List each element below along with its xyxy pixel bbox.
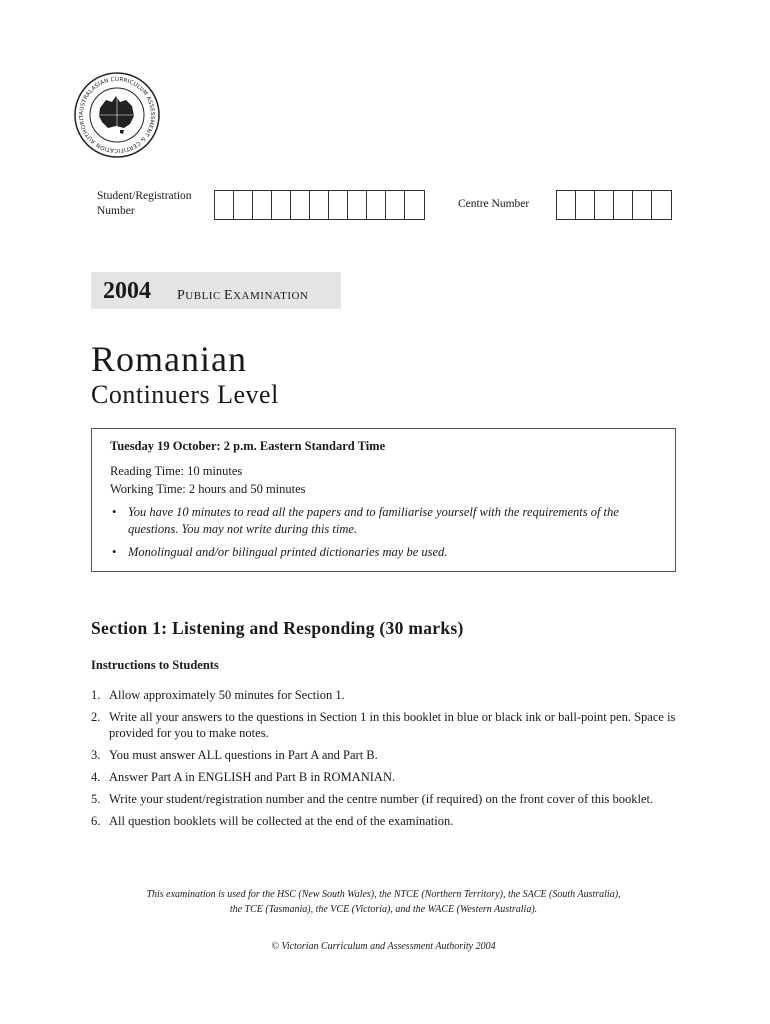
centre-number-label: Centre Number xyxy=(458,198,530,210)
exam-usage-note: This examination is used for the HSC (New South Wales), the NTCE (Northern Territory), the SACE (South Australia), the TCE (Tasmania), the VCE (Victoria), and the WACE (Western Australia). xyxy=(146,889,621,915)
exam-year-band xyxy=(91,272,341,309)
digit-box[interactable] xyxy=(272,191,291,219)
digit-box[interactable] xyxy=(614,191,633,219)
digit-box[interactable] xyxy=(405,191,424,219)
digit-box[interactable] xyxy=(310,191,329,219)
exam-year: 2004 xyxy=(103,278,151,304)
info-bullet: • You have 10 minutes to read all the papers and to familiarise yourself with the requirements of the questions. You may not write during this time. xyxy=(110,504,657,538)
digit-box[interactable] xyxy=(291,191,310,219)
digit-box[interactable] xyxy=(215,191,234,219)
digit-box[interactable] xyxy=(557,191,576,219)
level-title: Continuers Level xyxy=(91,380,279,409)
instruction-item: 6. All question booklets will be collected at the end of the examination. xyxy=(91,814,454,828)
instruction-item: 1. Allow approximately 50 minutes for Section 1. xyxy=(91,688,345,702)
digit-box[interactable] xyxy=(576,191,595,219)
digit-box[interactable] xyxy=(386,191,405,219)
reading-time: Reading Time: 10 minutes xyxy=(110,464,243,478)
instruction-item: 3. You must answer ALL questions in Part A and Part B. xyxy=(91,748,378,762)
instruction-item: 2. Write all your answers to the questions in Section 1 in this booklet in blue or black ink or ball-point pen. Space is provided for you to make notes. xyxy=(91,710,676,740)
digit-box[interactable] xyxy=(329,191,348,219)
instructions-list xyxy=(91,687,691,835)
info-bullet: • Monolingual and/or bilingual printed dictionaries may be used. xyxy=(110,544,657,561)
info-bullet-list xyxy=(110,504,657,561)
instructions-heading: Instructions to Students xyxy=(91,658,219,672)
centre-number-boxes[interactable] xyxy=(556,190,672,220)
digit-box[interactable] xyxy=(234,191,253,219)
digit-box[interactable] xyxy=(633,191,652,219)
student-registration-label: Student/Registration Number xyxy=(97,190,192,217)
student-registration-number-boxes[interactable] xyxy=(214,190,425,220)
digit-box[interactable] xyxy=(652,191,671,219)
subject-title: Romanian xyxy=(91,339,247,379)
working-time: Working Time: 2 hours and 50 minutes xyxy=(110,482,306,496)
digit-box[interactable] xyxy=(348,191,367,219)
authority-seal-logo xyxy=(70,72,164,158)
svg-text:AUSTRALASIAN CURRICULUM ASSESS: AUSTRALASIAN CURRICULUM ASSESSMENT & CERTIFICATION AUTHORIT xyxy=(78,76,156,154)
digit-box[interactable] xyxy=(595,191,614,219)
exam-info-box xyxy=(91,428,676,572)
digit-box[interactable] xyxy=(367,191,386,219)
instruction-item: 4. Answer Part A in ENGLISH and Part B in ROMANIAN. xyxy=(91,770,396,784)
instruction-item: 5. Write your student/registration number and the centre number (if required) on the front cover of this booklet. xyxy=(91,792,654,806)
exam-type: PUBLIC EXAMINATION xyxy=(177,288,309,303)
digit-box[interactable] xyxy=(253,191,272,219)
section-title: Section 1: Listening and Responding (30 marks) xyxy=(91,618,464,638)
exam-date-time: Tuesday 19 October: 2 p.m. Eastern Standard Time xyxy=(110,439,386,453)
copyright-notice: © Victorian Curriculum and Assessment Authority 2004 xyxy=(271,941,496,952)
